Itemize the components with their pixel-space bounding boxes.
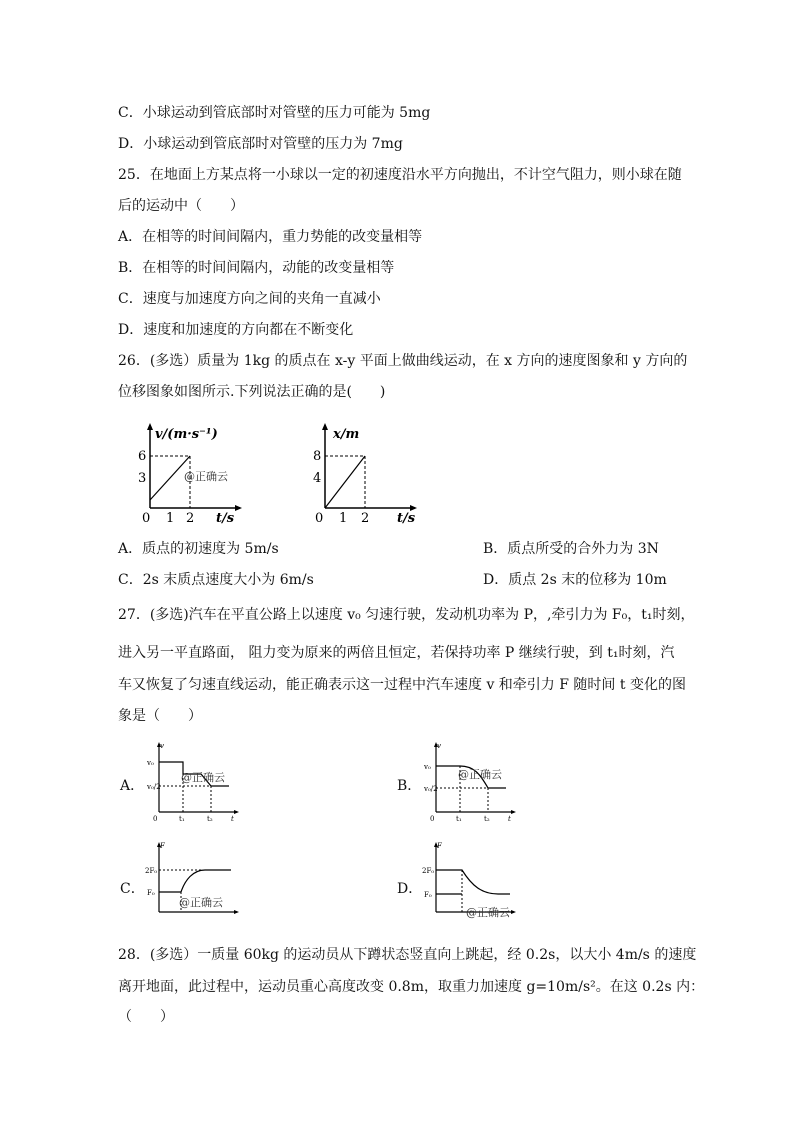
- svg-text:v: v: [160, 742, 164, 750]
- q26-stem-line2: 位移图象如图所示.下列说法正确的是( ): [118, 384, 386, 400]
- q28-stem-line2: 离开地面，此过程中，运动员重心高度改变 0.8m，取重力加速度 g=10m/s²。在这 0.2s 内：: [118, 979, 705, 995]
- x-arrow: [235, 505, 242, 511]
- svg-text:v₀: v₀: [147, 759, 154, 767]
- tick-y4: 4: [313, 471, 322, 486]
- tick-y6: 6: [138, 449, 147, 464]
- svg-text:v₀/2: v₀/2: [424, 785, 438, 793]
- tick-x2: 2: [186, 511, 195, 525]
- q26-option-d: D．质点 2s 末的位移为 10m: [483, 572, 667, 588]
- svg-text:F₀: F₀: [147, 889, 155, 897]
- q26-option-c: C．2s 末质点速度大小为 6m/s: [118, 572, 314, 588]
- q25-option-b: B．在相等的时间间隔内，动能的改变量相等: [118, 260, 395, 276]
- tick-y3: 3: [138, 471, 147, 486]
- svg-text:2F₀: 2F₀: [145, 867, 158, 875]
- svg-text:t: t: [508, 815, 511, 823]
- q27-graph-b: [422, 740, 522, 825]
- tick-x0: 0: [315, 511, 324, 525]
- q27-stem-line2: 进入另一平直路面， 阻力变为原来的两倍且恒定，若保持功率 P 继续行驶，到 t₁时刻，汽: [118, 645, 675, 661]
- x-label: t/s: [216, 511, 235, 525]
- q27-graph-d: [422, 840, 522, 925]
- q27-graph-c: [145, 840, 245, 925]
- q26-stem-line1: 26．(多选）质量为 1kg 的质点在 x-y 平面上做曲线运动，在 x 方向的速度图象和 y 方向的: [118, 353, 688, 369]
- y-label: v/(m·s⁻¹): [155, 427, 218, 442]
- svg-text:0: 0: [430, 815, 435, 823]
- svg-text:t₂: t₂: [484, 815, 490, 823]
- force-curve: [436, 870, 510, 894]
- q27-stem-line4: 象是（ ）: [118, 708, 202, 724]
- q28-stem-line1: 28．(多选）一质量 60kg 的运动员从下蹲状态竖直向上跳起，经 0.2s，以大小 4m/s 的速度: [118, 947, 697, 963]
- force-curve: [159, 870, 231, 892]
- y-arrow: [147, 423, 153, 430]
- q25-option-a: A．在相等的时间间隔内，重力势能的改变量相等: [118, 229, 423, 245]
- data-line: [325, 456, 365, 508]
- tick-x0: 0: [142, 511, 151, 525]
- q26-option-a: A．质点的初速度为 5m/s: [118, 541, 279, 557]
- y-arrow: [322, 423, 328, 430]
- q25-option-c: C．速度与加速度方向之间的夹角一直减小: [118, 291, 381, 307]
- svg-text:v: v: [437, 742, 441, 750]
- q25-stem-line2: 后的运动中（ ）: [118, 198, 244, 214]
- q27-label-b: B．: [397, 778, 422, 794]
- svg-text:t₁: t₁: [179, 815, 185, 823]
- q26-option-b: B．质点所受的合外力为 3N: [483, 541, 659, 557]
- q27-stem-line1: 27．(多选)汽车在平直公路上以速度 v₀ 匀速行驶，发动机功率为 P，,牵引力为 F₀，t₁时刻，: [118, 607, 695, 623]
- q27-label-a: A．: [120, 778, 145, 794]
- svg-text:@正确云: @正确云: [466, 906, 510, 919]
- svg-text:v₀: v₀: [424, 763, 431, 771]
- svg-text:F: F: [160, 842, 165, 850]
- tick-x1: 1: [166, 511, 175, 525]
- svg-text:F: F: [437, 842, 442, 850]
- svg-text:v₀/2: v₀/2: [147, 783, 161, 791]
- svg-text:@正确云: @正确云: [458, 768, 502, 781]
- q27-stem-line3: 车又恢复了匀速直线运动，能正确表示这一过程中汽车速度 v 和牵引力 F 随时间 t 变化的图: [118, 677, 686, 693]
- svg-text:t₁: t₁: [456, 815, 462, 823]
- tick-x1: 1: [339, 511, 348, 525]
- y-label: x/m: [333, 427, 360, 442]
- tick-x2: 2: [361, 511, 370, 525]
- q24-option-d: D．小球运动到管底部时对管壁的压力为 7mg: [118, 136, 403, 152]
- q24-option-c: C．小球运动到管底部时对管壁的压力可能为 5mg: [118, 105, 431, 121]
- q25-stem-line1: 25．在地面上方某点将一小球以一定的初速度沿水平方向抛出，不计空气阻力，则小球在随: [118, 167, 682, 183]
- q27-label-d: D．: [397, 881, 423, 897]
- svg-text:2F₀: 2F₀: [422, 867, 435, 875]
- q27-graph-a: [145, 740, 245, 825]
- svg-text:t: t: [231, 815, 234, 823]
- x-label: t/s: [397, 511, 416, 525]
- watermark: @正确云: [184, 470, 228, 483]
- velocity-time-graph: [130, 420, 250, 525]
- svg-text:0: 0: [153, 815, 158, 823]
- q25-option-d: D．速度和加速度的方向都在不断变化: [118, 322, 354, 338]
- svg-text:@正确云: @正确云: [181, 771, 225, 784]
- q28-stem-line3: （ ）: [118, 1009, 174, 1025]
- svg-text:F₀: F₀: [424, 891, 432, 899]
- q27-label-c: C．: [120, 881, 145, 897]
- displacement-time-graph: [305, 420, 425, 525]
- svg-text:@正确云: @正确云: [179, 896, 223, 909]
- tick-y8: 8: [313, 449, 322, 464]
- svg-text:t₂: t₂: [207, 815, 213, 823]
